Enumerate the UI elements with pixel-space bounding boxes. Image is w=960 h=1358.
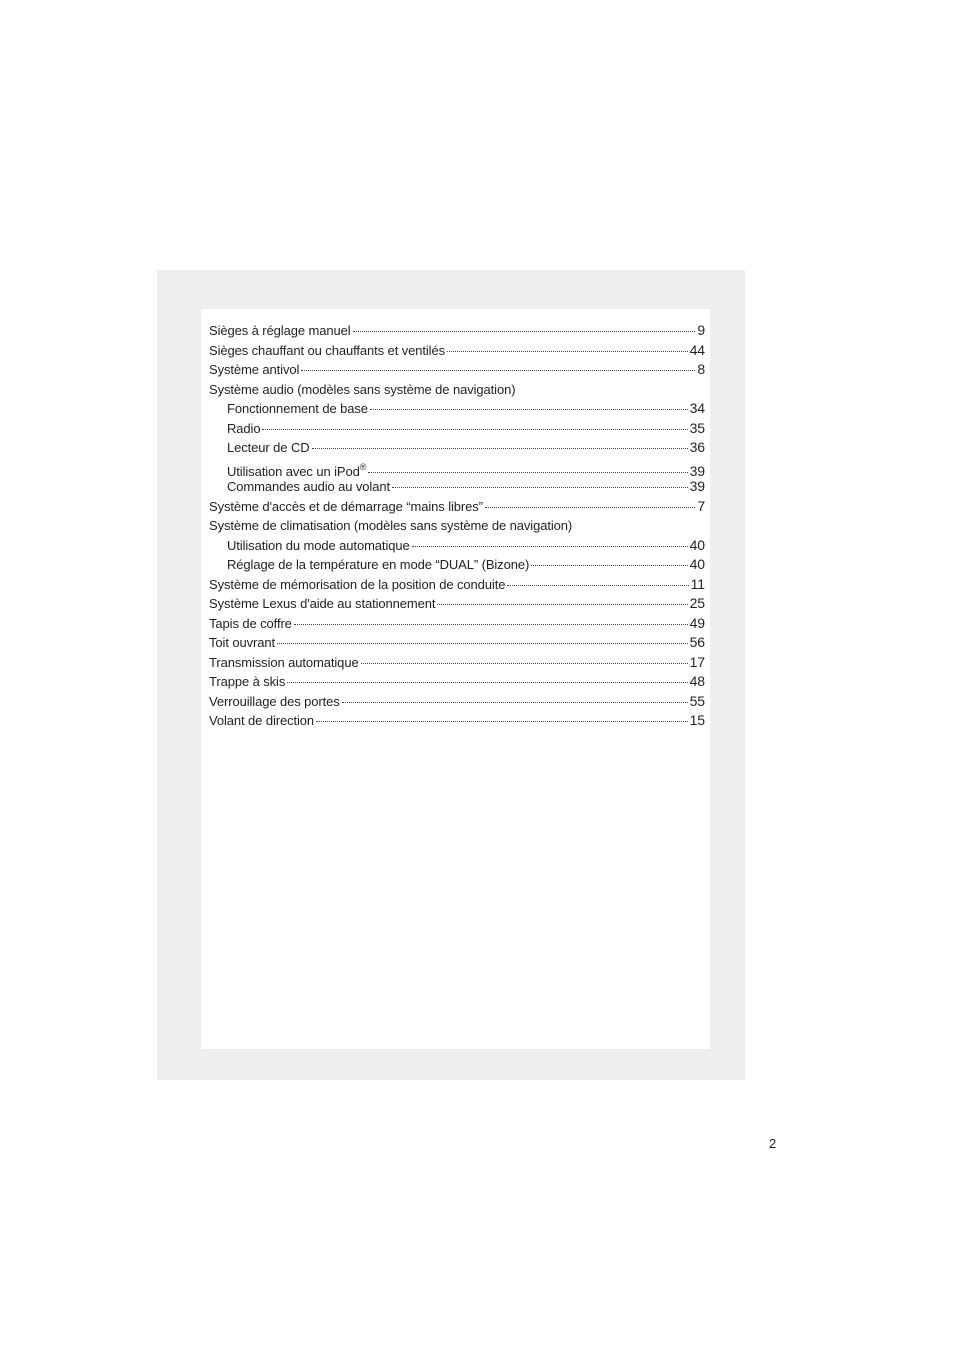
dot-leader: [301, 370, 695, 371]
entry-page: 9: [697, 322, 705, 338]
index-subentry-radio[interactable]: [209, 419, 705, 439]
entry-label: Commandes audio au volant: [227, 479, 390, 494]
dot-leader: [412, 546, 688, 547]
dot-leader: [262, 429, 687, 430]
dot-leader: [287, 682, 687, 683]
index-subentry-cd-player[interactable]: [209, 438, 705, 458]
entry-page: 55: [689, 692, 705, 709]
dot-leader: [277, 643, 688, 644]
dot-leader: [437, 604, 687, 605]
entry-page: 40: [689, 556, 705, 572]
dot-leader: [294, 624, 688, 625]
entry-label: Système Lexus d'aide au stationnement: [209, 596, 436, 611]
entry-page: 39: [689, 478, 705, 494]
dot-leader: [361, 663, 688, 664]
entry-page: 49: [689, 614, 705, 631]
entry-label: Réglage de la température en mode “DUAL” (Bizone): [227, 557, 530, 572]
entry-label: Verrouillage des portes: [209, 693, 340, 709]
dot-leader: [392, 487, 688, 488]
index-subentry-dual-mode[interactable]: [209, 555, 705, 575]
entry-label: Transmission automatique: [209, 654, 359, 670]
index-subentry-auto-mode[interactable]: [209, 536, 705, 556]
entry-label: Système de mémorisation de la position de conduite: [209, 576, 506, 592]
index-entry-door-locks[interactable]: [209, 692, 705, 712]
entry-label: Trappe à skis: [209, 674, 286, 689]
entry-label-text: Utilisation avec un iPod: [227, 463, 360, 479]
index-entry-trunk-mat[interactable]: [209, 614, 705, 634]
entry-page: 17: [689, 653, 705, 670]
entry-label: Tapis de coffre: [209, 615, 292, 631]
entry-page: 15: [689, 712, 705, 728]
index-entry-driving-position-memory[interactable]: [209, 575, 705, 595]
index-entry-sunroof[interactable]: [209, 633, 705, 653]
entry-page: 11: [690, 575, 705, 592]
entry-page: 44: [689, 341, 705, 358]
dot-leader: [342, 702, 688, 703]
entry-page: 34: [689, 400, 705, 416]
entry-page: 35: [689, 419, 705, 436]
entry-page: 56: [689, 634, 705, 650]
index-entry-steering-wheel[interactable]: [209, 711, 705, 731]
entry-label: Système antivol: [209, 362, 300, 377]
index-list: [209, 321, 705, 731]
index-heading-climate: Système de climatisation (modèles sans système de navigation): [209, 518, 573, 533]
entry-label: Lecteur de CD: [227, 440, 310, 455]
dot-leader: [531, 565, 687, 566]
entry-page: 25: [689, 595, 705, 611]
index-subentry-ipod[interactable]: [209, 458, 705, 478]
index-entry-automatic-transmission[interactable]: [209, 653, 705, 673]
entry-label: Système d'accès et de démarrage “mains libres”: [209, 498, 483, 514]
index-entry-seats-manual[interactable]: [209, 321, 705, 341]
entry-page: 8: [697, 361, 705, 377]
dot-leader: [507, 585, 688, 586]
index-entry-seats-heated[interactable]: [209, 341, 705, 361]
index-heading-audio: Système audio (modèles sans système de navigation): [209, 381, 516, 397]
entry-label: Sièges à réglage manuel: [209, 323, 351, 338]
entry-label: Toit ouvrant: [209, 635, 276, 650]
entry-page: 40: [689, 536, 705, 553]
dot-leader: [447, 351, 688, 352]
entry-label: Sièges chauffant ou chauffants et ventilés: [209, 342, 445, 358]
registered-mark: ®: [359, 461, 367, 472]
index-entry-antitheft[interactable]: [209, 360, 705, 380]
entry-label: Radio: [227, 420, 261, 436]
entry-page: 48: [689, 673, 705, 689]
dot-leader: [370, 409, 688, 410]
dot-leader: [368, 472, 687, 473]
dot-leader: [312, 448, 688, 449]
entry-page: 36: [689, 439, 705, 455]
entry-label: Fonctionnement de base: [227, 401, 368, 416]
entry-label: Volant de direction: [209, 713, 315, 728]
entry-label: Utilisation du mode automatique: [227, 537, 410, 553]
index-entry-parking-assist[interactable]: [209, 594, 705, 614]
page-number: 2: [769, 1136, 777, 1151]
dot-leader: [353, 331, 696, 332]
dot-leader: [316, 721, 688, 722]
index-entry-smart-entry[interactable]: [209, 497, 705, 517]
index-subentry-audio-basic[interactable]: [209, 399, 705, 419]
index-subentry-steering-audio[interactable]: [209, 477, 705, 497]
entry-page: 7: [697, 497, 705, 514]
entry-page: 39: [689, 462, 705, 479]
dot-leader: [485, 507, 695, 508]
index-entry-ski-hatch[interactable]: [209, 672, 705, 692]
